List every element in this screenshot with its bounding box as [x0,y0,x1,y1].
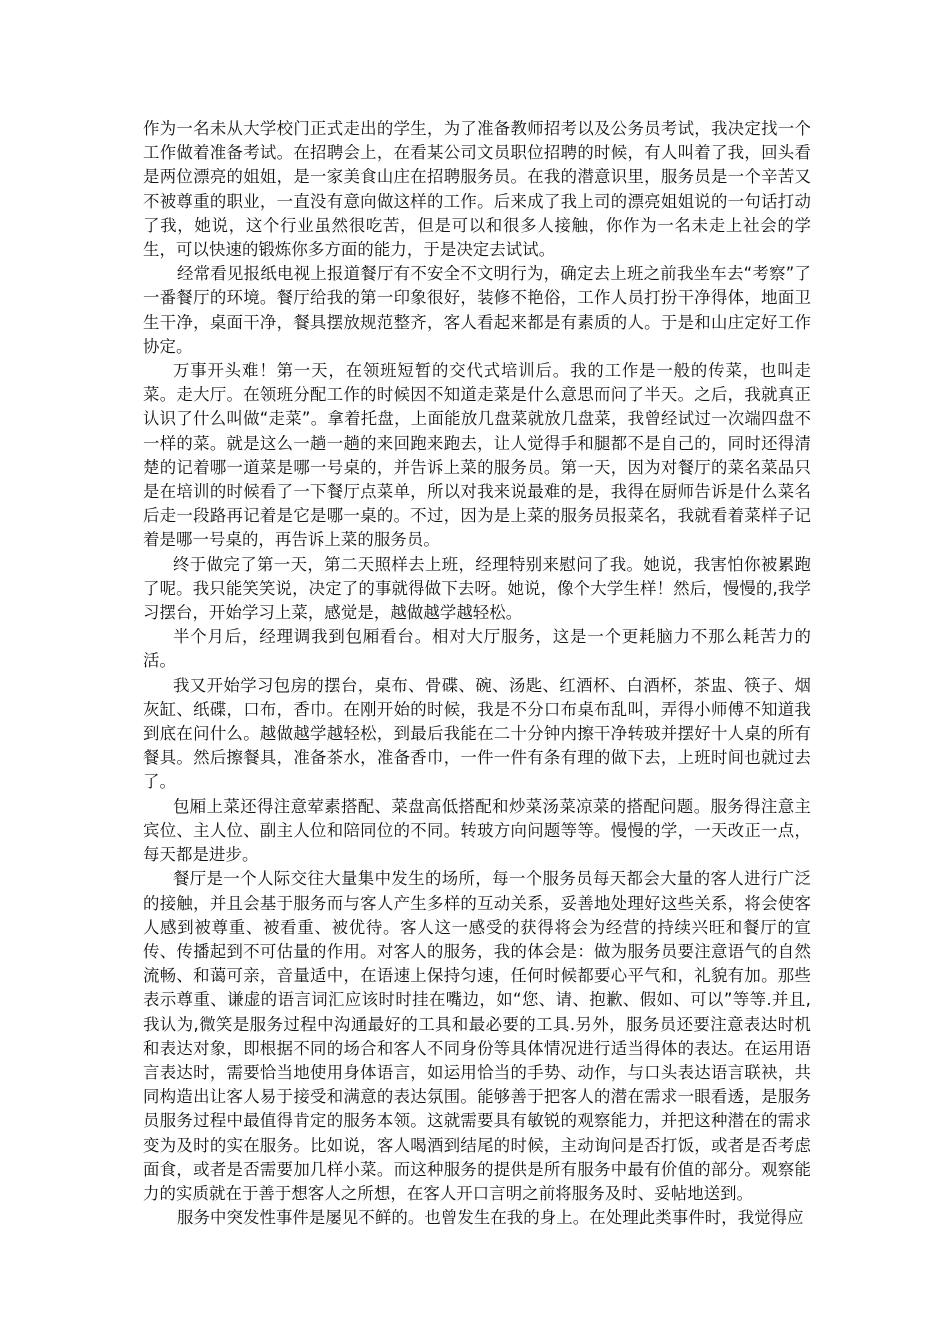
paragraph-table-setting: 我又开始学习包房的摆台，桌布、骨碟、碗、汤匙、红酒杯、白酒杯，茶盅、筷子、烟灰缸、纸碟，口布，香巾。在刚开始的时候，我是不分口布桌布乱叫，弄得小师傅不知道我到底在问什么。越做越学越轻松，到最后我能在二十分钟内擦干净转玻并摆好十人桌的所有餐具。然后擦餐具，准备茶水，准备香巾，一件一件有条有理的做下去，上班时间也就过去了。 [143,675,811,792]
paragraph-private-room-service: 包厢上菜还得注意荤素搭配、菜盘高低搭配和炒菜汤菜凉菜的搭配问题。服务得注意主宾位、主人位、副主人位和陪同位的不同。转玻方向问题等等。慢慢的学，一天改正一点，每天都是进步。 [143,796,811,865]
paragraph-second-day: 终于做完了第一天，第二天照样去上班，经理特别来慰问了我。她说，我害怕你被累跑了呢。我只能笑笑说，决定了的事就得做下去呀。她说，像个大学生样！然后，慢慢的,我学习摆台，开始学习上菜，感觉是，越做越学越轻松。 [143,554,811,623]
paragraph-emergencies: 服务中突发性事件是屡见不鲜的。也曾发生在我的身上。在处理此类事件时，我觉得应 [177,1208,804,1228]
paragraph-communication: 餐厅是一个人际交往大量集中发生的场所，每一个服务员每天都会大量的客人进行广泛的接触，并且会基于服务而与客人产生多样的互动关系，妥善地处理好这些关系，将会使客人感到被尊重、被看重、被优待。客人这一感受的获得将会为经营的持续兴旺和餐厅的宣传、传播起到不可估量的作用。对客人的服务，我的体会是：做为服务员要注意语气的自然流畅、和蔼可亲，音量适中，在语速上保持匀速，任何时候都要心平气和，礼貌有加。那些表示尊重、谦虚的语言词汇应该时时挂在嘴边，如“您、请、抱歉、假如、可以”等等.并且,我认为,微笑是服务过程中沟通最好的工具和最必要的工具.另外，服务员还要注意表达时机和表达对象，即根据不同的场合和客人不同身份等具体情况进行适当得体的表达。在运用语言表达时，需要恰当地使用身体语言，如运用恰当的手势、动作，与口头表达语言联袂，共同构造出让客人易于接受和满意的表达氛围。能够善于把客人的潜在需求一眼看透，是服务员服务过程中最值得肯定的服务本领。这就需要具有敏锐的观察能力，并把这种潜在的需求变为及时的实在服务。比如说，客人喝酒到结尾的时候，主动询问是否打饭，或者是否考虑面食，或者是否需要加几样小菜。而这种服务的提供是所有服务中最有价值的部分。观察能力的实质就在于善于想客人之所想，在客人开口言明之前将服务及时、妥帖地送到。 [143,869,811,1203]
paragraph-job-search: 作为一名未从大学校门正式走出的学生，为了准备教师招考以及公务员考试，我决定找一个工作做着准备考试。在招聘会上，在看某公司文员职位招聘的时候，有人叫着了我，回头看是两位漂亮的姐姐，是一家美食山庄在招聘服务员。在我的潜意识里，服务员是一个辛苦又不被尊重的职业，一直没有意向做这样的工作。后来成了我上司的漂亮姐姐说的一句话打动了我，她说，这个行业虽然很吃苦，但是可以和很多人接触，你作为一名未走上社会的学生，可以快速的锻炼你多方面的能力，于是决定去试试。 [143,119,811,260]
paragraph-half-month: 半个月后，经理调我到包厢看台。相对大厅服务，这是一个更耗脑力不那么耗苦力的活。 [143,627,811,671]
paragraph-first-day: 万事开头难！第一天，在领班短暂的交代式培训后。我的工作是一般的传菜，也叫走菜。走大厅。在领班分配工作的时候因不知道走菜是什么意思而问了半天。之后，我就真正认识了什么叫做“走菜”。拿着托盘，上面能放几盘菜就放几盘菜，我曾经试过一次端四盘不一样的菜。就是这么一趟一趟的来回跑来跑去，让人觉得手和腿都不是自己的，同时还得清楚的记着哪一道菜是哪一号桌的，并告诉上菜的服务员。第一天，因为对餐厅的菜名菜品只是在培训的时候看了一下餐厅点菜单，所以对我来说最难的是，我得在厨师告诉是什么菜名后走一段路再记着是它是哪一桌的。不过，因为是上菜的服务员报菜名，我就看着菜样子记着是哪一号桌的，再告诉上菜的服务员。 [143,361,811,550]
paragraph-restaurant-inspection: 经常看见报纸电视上报道餐厅有不安全不文明行为，确定去上班之前我坐车去“考察”了一番餐厅的环境。餐厅给我的第一印象很好，装修不艳俗，工作人员打扮干净得体，地面卫生干净，桌面干净，餐具摆放规范整齐，客人看起来都是有素质的人。于是和山庄定好工作协定。 [143,264,811,356]
document-body [143,117,811,1230]
